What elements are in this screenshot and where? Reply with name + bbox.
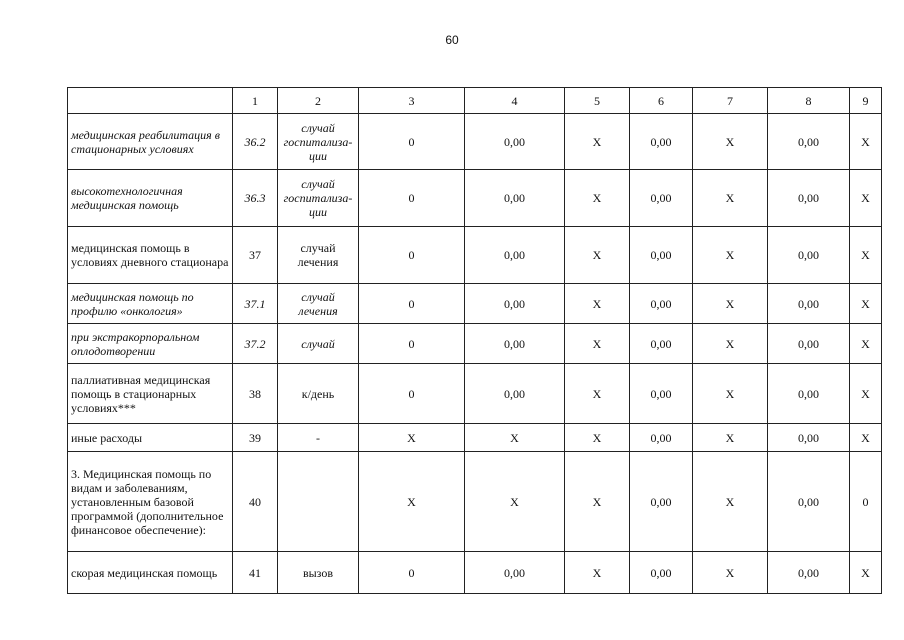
row-label-cell: паллиативная медицинская помощь в стационарных условиях*** [68,364,233,424]
table-cell: 0,00 [630,170,693,227]
table-cell: 0,00 [630,114,693,170]
table-cell: 36.3 [233,170,278,227]
row-label-cell: медицинская помощь в условиях дневного стационара [68,227,233,284]
table-cell: случай лечения [278,284,359,324]
table-cell: X [850,552,882,594]
table-cell: 0,00 [768,324,850,364]
header-cell: 1 [233,88,278,114]
table-row [68,452,882,552]
table-cell: случай госпитализа-ции [278,114,359,170]
table-cell: X [693,364,768,424]
table-cell: X [693,324,768,364]
table-cell: X [850,170,882,227]
table-cell: X [359,424,465,452]
row-label-cell: высокотехнологичная медицинская помощь [68,170,233,227]
table-cell: 0 [359,114,465,170]
table-cell: 37 [233,227,278,284]
table-cell: к/день [278,364,359,424]
table-cell: X [565,284,630,324]
table-cell: X [693,452,768,552]
table-cell: X [850,284,882,324]
table-cell: X [850,424,882,452]
table-cell: 41 [233,552,278,594]
table-cell: X [565,452,630,552]
table-cell: X [850,364,882,424]
table-cell [278,452,359,552]
table-cell: 0,00 [630,324,693,364]
table-cell: случай лечения [278,227,359,284]
table-cell: X [565,424,630,452]
row-label-cell: медицинская помощь по профилю «онкология» [68,284,233,324]
table-cell: 0 [359,324,465,364]
row-label-cell: скорая медицинская помощь [68,552,233,594]
table-cell: X [693,114,768,170]
table-cell: X [693,552,768,594]
table-cell: X [565,170,630,227]
table-cell: 0,00 [465,284,565,324]
table-row [68,284,882,324]
row-label-cell: 3. Медицинская помощь по видам и заболеваниям, установленным базовой программой (дополнительное финансовое обеспечение): [68,452,233,552]
table-cell: X [565,364,630,424]
table-cell: 0,00 [768,424,850,452]
table-cell: 0,00 [768,284,850,324]
table-cell: случай [278,324,359,364]
row-label-cell: медицинская реабилитация в стационарных условиях [68,114,233,170]
table-cell: X [565,114,630,170]
table-cell: X [850,324,882,364]
table-row [68,170,882,227]
header-cell: 7 [693,88,768,114]
table-cell: X [850,227,882,284]
table-cell: 0 [359,364,465,424]
table-cell: 0 [359,284,465,324]
table-cell: 0,00 [465,364,565,424]
header-cell: 6 [630,88,693,114]
table-cell: X [693,227,768,284]
row-label-cell: иные расходы [68,424,233,452]
table-cell: 0 [359,552,465,594]
data-table [67,87,882,594]
table-cell: X [693,284,768,324]
table-row [68,424,882,452]
table-cell: 37.1 [233,284,278,324]
table-cell: 0,00 [768,114,850,170]
table-cell: 0,00 [465,227,565,284]
header-cell: 3 [359,88,465,114]
table-cell: вызов [278,552,359,594]
table-cell: X [465,424,565,452]
table-cell: 0,00 [630,284,693,324]
table-row [68,324,882,364]
table-cell: X [565,552,630,594]
table-cell: 0,00 [630,552,693,594]
header-cell: 5 [565,88,630,114]
table-cell: случай госпитализа-ции [278,170,359,227]
header-cell [68,88,233,114]
table-cell: 38 [233,364,278,424]
header-cell: 9 [850,88,882,114]
header-cell: 4 [465,88,565,114]
table-cell: X [565,227,630,284]
table-row [68,364,882,424]
table-cell: X [565,324,630,364]
table-cell: 0,00 [630,364,693,424]
table-cell: 39 [233,424,278,452]
table-cell: 0,00 [465,114,565,170]
header-row [68,88,882,114]
table-cell: X [850,114,882,170]
row-label-cell: при экстракорпоральном оплодотворении [68,324,233,364]
table-row [68,114,882,170]
table-cell: 0,00 [465,170,565,227]
table-cell: 0,00 [768,227,850,284]
table-row [68,552,882,594]
table-cell: 0 [850,452,882,552]
header-cell: 2 [278,88,359,114]
table-cell: X [693,170,768,227]
header-cell: 8 [768,88,850,114]
table-cell: 0,00 [465,324,565,364]
table-cell: 37.2 [233,324,278,364]
table-cell: 36.2 [233,114,278,170]
table-cell: 0,00 [465,552,565,594]
table-cell: 0,00 [630,227,693,284]
table-cell: X [465,452,565,552]
table-cell: 0,00 [768,552,850,594]
table-cell: X [359,452,465,552]
table-cell: 40 [233,452,278,552]
table-cell: - [278,424,359,452]
table-cell: X [693,424,768,452]
table-cell: 0 [359,227,465,284]
table-cell: 0 [359,170,465,227]
table-cell: 0,00 [630,424,693,452]
table-row [68,227,882,284]
table-cell: 0,00 [768,452,850,552]
table-cell: 0,00 [630,452,693,552]
page-number: 60 [445,33,459,47]
table-cell: 0,00 [768,170,850,227]
table-cell: 0,00 [768,364,850,424]
